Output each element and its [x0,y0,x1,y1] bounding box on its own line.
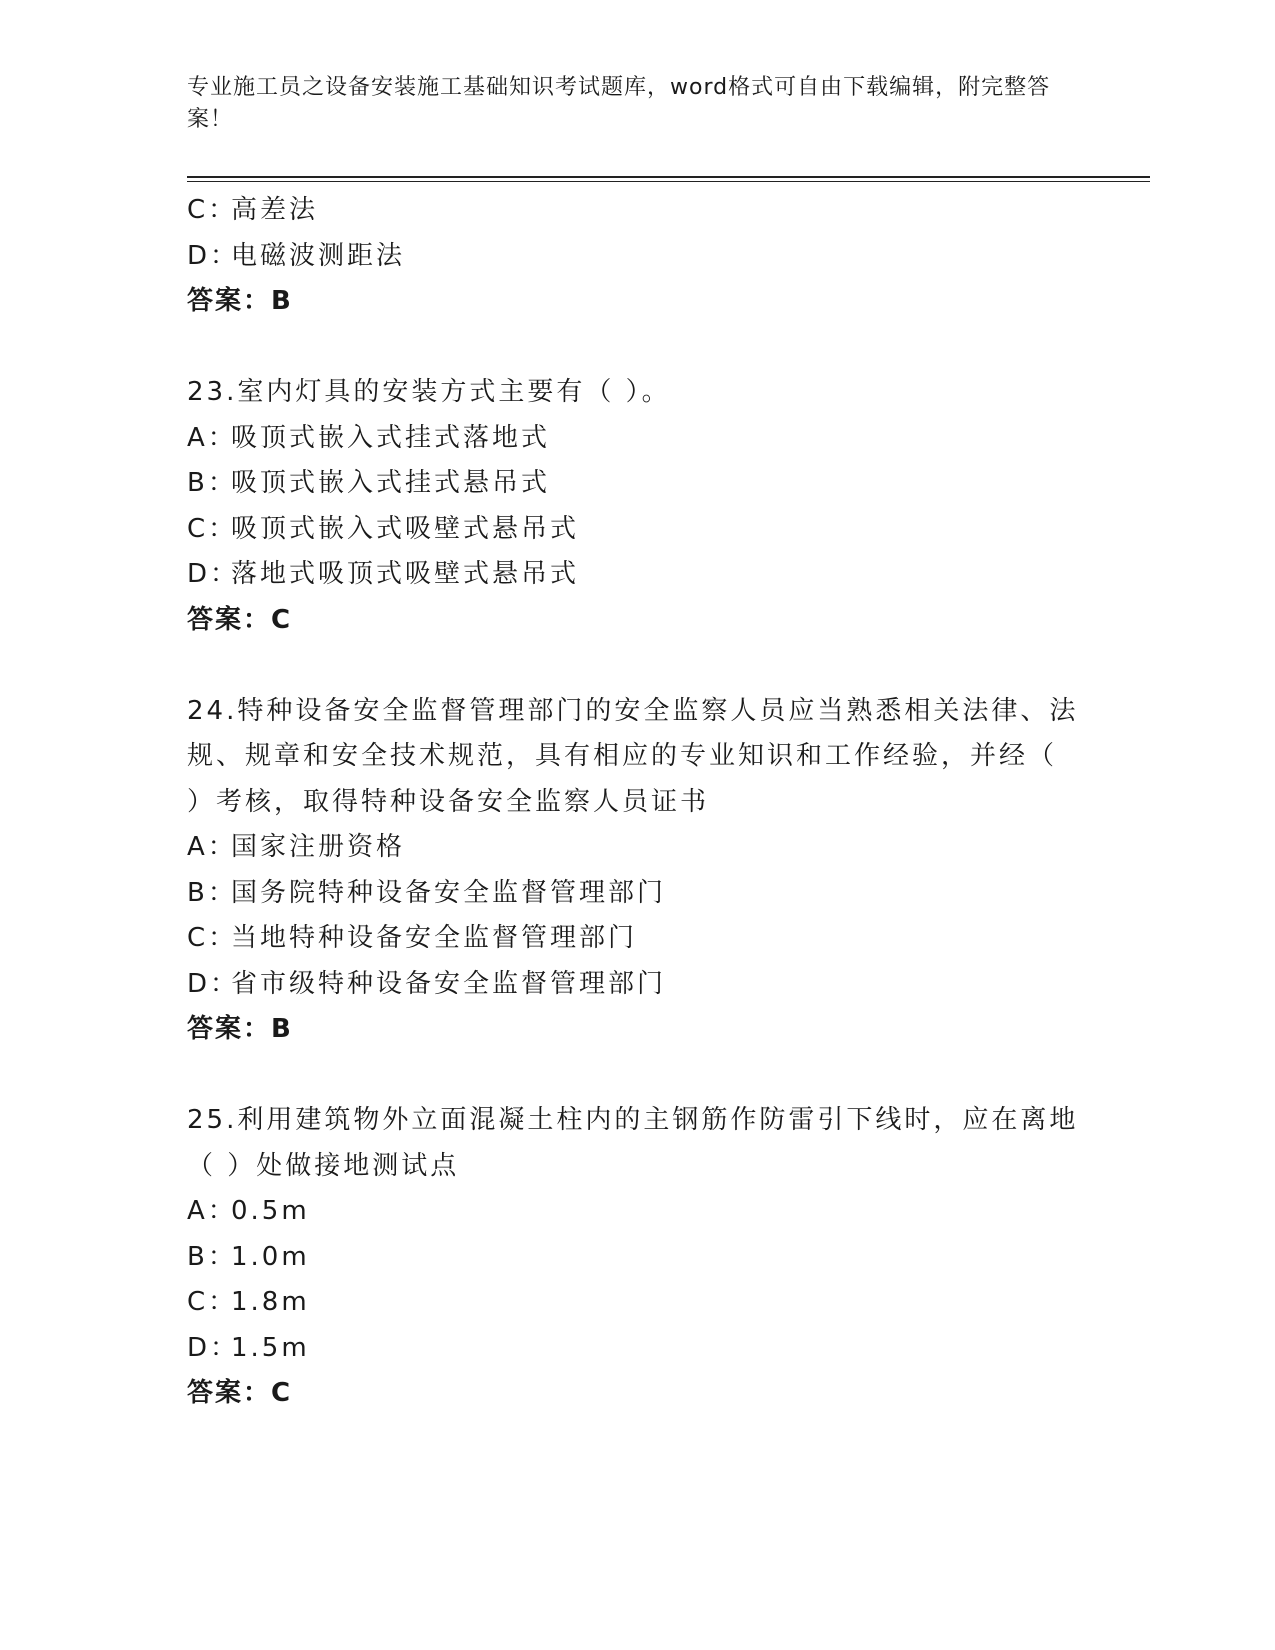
option-text: 当地特种设备安全监督管理部门 [231,923,638,953]
option-text: 0.5m [231,1196,310,1226]
option-text: 1.5m [231,1332,310,1363]
option-label: D： [187,968,240,999]
answer-line: 答案：C [187,604,293,635]
option-item [187,234,1087,280]
spacer [187,643,1087,689]
option-item [187,916,1087,962]
option-label: D： [187,1332,240,1363]
option-label: B： [187,1241,237,1272]
option-text: 落地式吸顶式吸壁式悬吊式 [231,559,580,589]
question-text-continued: 规、规章和安全技术规范，具有相应的专业知识和工作经验，并经（ [187,741,1058,771]
option-label: A： [187,832,237,862]
question-number: 24. [187,695,238,726]
option-label: C： [187,1287,238,1317]
option-text: 吸顶式嵌入式挂式悬吊式 [231,468,551,498]
question-number: 25. [187,1105,238,1135]
option-text: 省市级特种设备安全监督管理部门 [231,968,667,999]
option-text: 吸顶式嵌入式吸壁式悬吊式 [231,513,580,544]
question-text-continued: （ ）处做接地测试点 [187,1150,460,1181]
spacer [187,1053,1087,1099]
page-header: 专业施工员之设备安装施工基础知识考试题库，word格式可自由下载编辑，附完整答案！ [187,75,1051,132]
option-item [187,962,1087,1008]
question-text: 特种设备安全监督管理部门的安全监察人员应当熟悉相关法律、法 [237,695,1079,726]
question-stem [187,689,1087,735]
question-stem [187,370,1087,416]
answer-line: 答案：C [187,1378,293,1408]
question-text-continued: ）考核，取得特种设备安全监察人员证书 [187,786,710,817]
option-item [187,552,1087,598]
option-label: B： [187,468,237,498]
option-text: 1.8m [231,1287,310,1317]
question-stem [187,1098,1087,1144]
option-label: B： [187,877,237,908]
option-item [187,188,1087,234]
option-text: 国务院特种设备安全监督管理部门 [231,877,667,908]
option-label: C： [187,195,238,225]
question-text: 室内灯具的安装方式主要有（ ）。 [237,377,671,407]
option-label: D： [187,240,240,271]
option-item [187,1280,1087,1326]
option-text: 高差法 [231,195,319,225]
option-item [187,416,1087,462]
question-text: 利用建筑物外立面混凝土柱内的主钢筋作防雷引下线时，应在离地 [237,1105,1079,1135]
header-divider-thick [187,176,1150,178]
option-item [187,825,1087,871]
option-label: A： [187,1196,237,1226]
option-text: 电磁波测距法 [231,240,406,271]
option-item [187,1235,1087,1281]
option-item [187,1189,1087,1235]
option-text: 1.0m [231,1241,310,1272]
answer-line: 答案：B [187,286,293,316]
spacer [187,325,1087,371]
header-divider-thin [187,181,1150,182]
option-label: C： [187,923,238,953]
option-item [187,871,1087,917]
option-item [187,461,1087,507]
option-text: 吸顶式嵌入式挂式落地式 [231,422,551,453]
answer-line: 答案：B [187,1014,293,1044]
option-text: 国家注册资格 [231,832,406,862]
option-item [187,1326,1087,1372]
question-content [187,188,1087,1417]
question-number: 23. [187,377,238,407]
option-label: A： [187,422,237,453]
option-item [187,507,1087,553]
option-label: D： [187,559,240,589]
option-label: C： [187,513,238,544]
